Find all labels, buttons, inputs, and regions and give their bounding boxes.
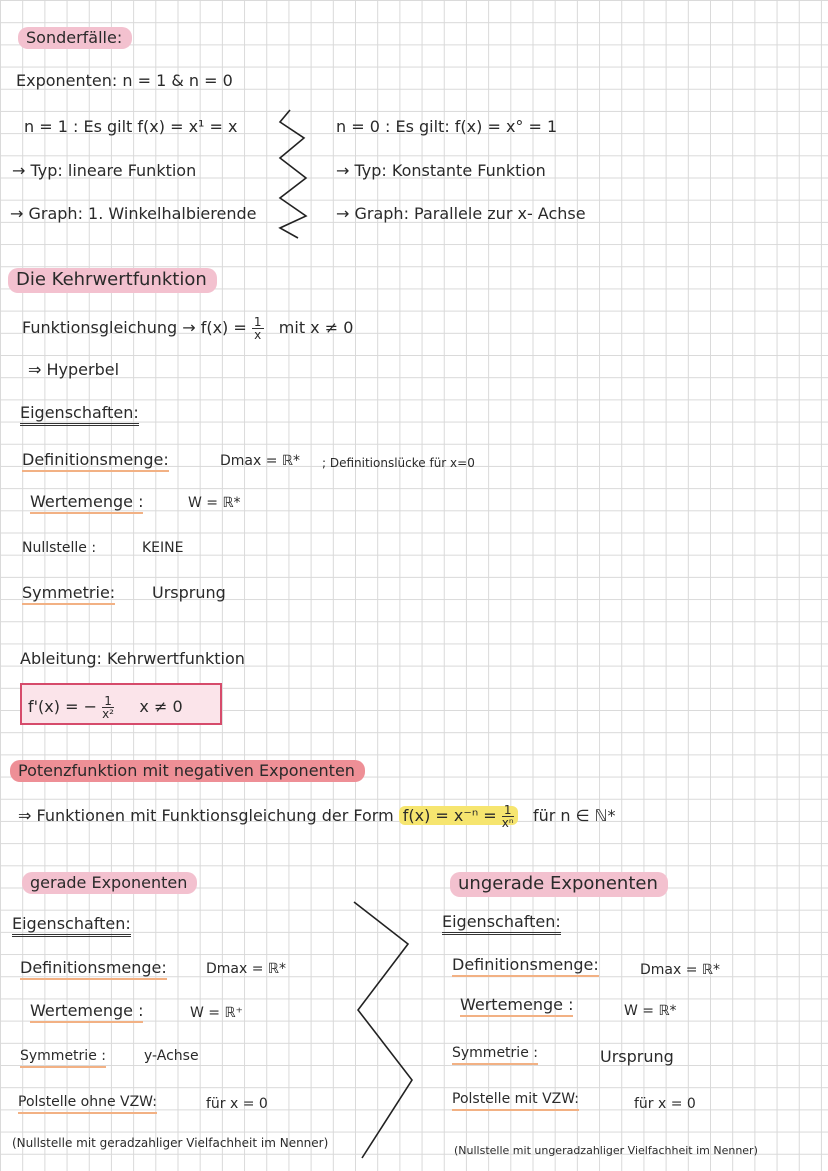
zigzag-divider-bottom bbox=[350, 900, 420, 1162]
n0-graph: → Graph: Parallele zur x- Achse bbox=[336, 204, 586, 223]
symmetrie-value: Ursprung bbox=[152, 583, 226, 602]
n1-line: n = 1 : Es gilt f(x) = x¹ = x bbox=[24, 117, 238, 136]
form-formula: f(x) = x⁻ⁿ = $\frac{1}{\text{xⁿ}}$ bbox=[399, 806, 518, 825]
ungerade-heading: ungerade Exponenten bbox=[450, 872, 668, 897]
gerade-heading: gerade Exponenten bbox=[22, 872, 197, 894]
form-prefix: ⇒ Funktionen mit Funktionsgleichung der Form bbox=[18, 806, 394, 825]
ungerade-werte-value: W = ℝ* bbox=[624, 1003, 677, 1019]
form-suffix: für n ∈ ℕ* bbox=[532, 806, 616, 825]
gerade-def-value: Dmax = ℝ* bbox=[206, 961, 287, 977]
form-line bbox=[18, 804, 615, 829]
hyperbel-line: ⇒ Hyperbel bbox=[28, 360, 120, 379]
ungerade-note: (Nullstelle mit ungeradzahliger Vielfachheit im Nenner) bbox=[454, 1144, 758, 1157]
n0-line: n = 0 : Es gilt: f(x) = x° = 1 bbox=[336, 117, 558, 136]
nullstelle-label: Nullstelle : bbox=[22, 540, 97, 556]
ungerade-werte-label: Wertemenge : bbox=[460, 995, 573, 1017]
gerade-sym-value: y-Achse bbox=[144, 1048, 199, 1064]
funktionsgleichung-prefix: Funktionsgleichung → f(x) = bbox=[22, 318, 252, 337]
gerade-eigenschaften: Eigenschaften: bbox=[12, 914, 131, 937]
gerade-pol-label: Polstelle ohne VZW: bbox=[18, 1094, 157, 1114]
wertemenge-label: Wertemenge : bbox=[30, 492, 143, 514]
derivative-box bbox=[20, 683, 222, 725]
funktionsgleichung-line bbox=[22, 316, 353, 341]
gerade-note: (Nullstelle mit geradzahliger Vielfachheit im Nenner) bbox=[12, 1136, 329, 1150]
zigzag-divider-top bbox=[276, 108, 316, 240]
gerade-sym-label: Symmetrie : bbox=[20, 1048, 106, 1068]
gerade-werte-value: W = ℝ⁺ bbox=[190, 1005, 243, 1021]
exponenten-line: Exponenten: n = 1 & n = 0 bbox=[16, 71, 233, 90]
fraction-1-over-x-n: $\frac{1}{\text{xⁿ}}$ bbox=[501, 803, 514, 830]
kehrwert-heading: Die Kehrwertfunktion bbox=[8, 268, 217, 293]
eigenschaften-heading: Eigenschaften: bbox=[20, 403, 139, 426]
gerade-werte-label: Wertemenge : bbox=[30, 1001, 143, 1023]
derivative-condition: x ≠ 0 bbox=[139, 697, 183, 716]
symmetrie-label: Symmetrie: bbox=[22, 583, 115, 605]
gerade-pol-value: für x = 0 bbox=[206, 1096, 268, 1112]
fraction-1-over-x: $\frac{1}{x}$ bbox=[253, 315, 262, 342]
definitionsmenge-value: Dmax = ℝ* bbox=[220, 453, 301, 469]
ableitung-line: Ableitung: Kehrwertfunktion bbox=[20, 649, 245, 668]
derivative-formula bbox=[28, 695, 183, 720]
ungerade-pol-value: für x = 0 bbox=[634, 1096, 696, 1112]
wertemenge-value: W = ℝ* bbox=[188, 495, 241, 511]
fraction-1-over-x-squared: $\frac{1}{\text{x²}}$ bbox=[102, 694, 114, 721]
definitionsmenge-label: Definitionsmenge: bbox=[22, 450, 169, 472]
nullstelle-value: KEINE bbox=[142, 540, 184, 556]
ungerade-pol-label: Polstelle mit VZW: bbox=[452, 1091, 579, 1111]
potenz-heading: Potenzfunktion mit negativen Exponenten bbox=[10, 760, 365, 782]
n1-graph: → Graph: 1. Winkelhalbierende bbox=[10, 204, 257, 223]
definitionsluecke-note: ; Definitionslücke für x=0 bbox=[322, 456, 475, 470]
ungerade-sym-value: Ursprung bbox=[600, 1047, 674, 1066]
ungerade-eigenschaften: Eigenschaften: bbox=[442, 912, 561, 935]
sonderfaelle-heading: Sonderfälle: bbox=[18, 27, 132, 49]
funktionsgleichung-condition: mit x ≠ 0 bbox=[278, 318, 354, 337]
n1-type: → Typ: lineare Funktion bbox=[12, 161, 197, 180]
ungerade-def-value: Dmax = ℝ* bbox=[640, 962, 721, 978]
ungerade-sym-label: Symmetrie : bbox=[452, 1045, 538, 1065]
n0-type: → Typ: Konstante Funktion bbox=[336, 161, 546, 180]
ungerade-def-label: Definitionsmenge: bbox=[452, 955, 599, 977]
derivative-lhs: f'(x) = − bbox=[28, 697, 97, 716]
gerade-def-label: Definitionsmenge: bbox=[20, 958, 167, 980]
